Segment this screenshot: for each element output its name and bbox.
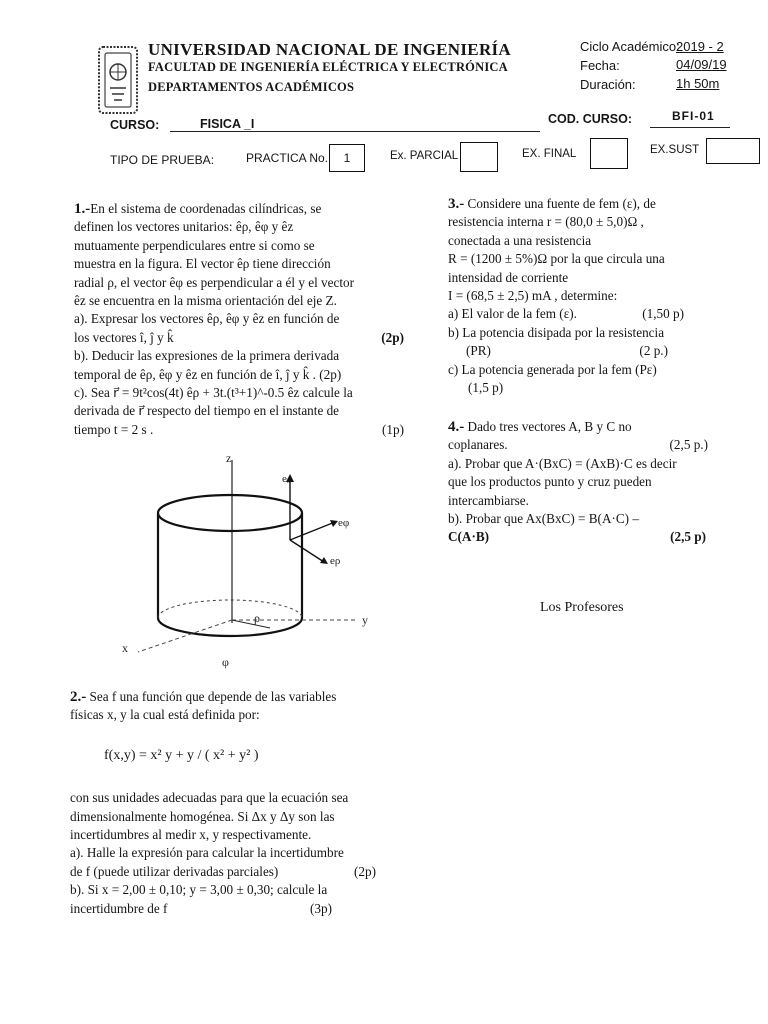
- duration-value: 1h 50m: [676, 76, 720, 91]
- question-2: [70, 688, 404, 918]
- q4-line: intercambiarse.: [448, 492, 529, 508]
- partial-exam-label: Ex. PARCIAL: [390, 150, 459, 162]
- q3-line: (1,5 p): [468, 380, 504, 396]
- university-logo: [96, 44, 140, 116]
- q2-formula: f(x,y) = x² y + y / ( x² + y² ): [104, 747, 259, 763]
- date-value: 04/09/19: [676, 57, 727, 72]
- test-type-label: TIPO DE PRUEBA:: [110, 153, 215, 167]
- q3-line: conectada a una resistencia: [448, 232, 592, 248]
- q3-line: R = (1200 ± 5%)Ω por la que circula una: [448, 251, 665, 267]
- q4-points-b: (2,5 p): [670, 529, 706, 545]
- q3-line: I = (68,5 ± 2,5) mA , determine:: [448, 288, 618, 304]
- q3-line: c) La potencia generada por la fem (Pε): [448, 361, 657, 377]
- q3-number: 3.-: [448, 196, 465, 212]
- q1-number: 1.-: [74, 201, 91, 217]
- department-name: DEPARTAMENTOS ACADÉMICOS: [148, 80, 355, 94]
- q3-line: Considere una fuente de fem (ε), de: [467, 196, 656, 211]
- q1-line: c). Sea r⃗ = 9t²cos(4t) êρ + 3t.(t³+1)^-0.5 êz calcule la: [74, 385, 353, 401]
- practice-number-box: 1: [329, 144, 365, 172]
- course-code-label: COD. CURSO:: [548, 112, 633, 126]
- q1-line: definen los vectores unitarios: êρ, êφ y êz: [74, 219, 294, 235]
- sust-exam-box: [706, 138, 760, 164]
- q1-line: derivada de r⃗ respecto del tiempo en el instante de: [74, 403, 340, 419]
- date-label: Fecha:: [580, 58, 620, 73]
- course-underline: [170, 131, 540, 132]
- label-z: z: [226, 451, 232, 465]
- q3-line: intensidad de corriente: [448, 269, 569, 285]
- q4-points-intro: (2,5 p.): [669, 437, 708, 453]
- q2-line: incertidumbre de f: [70, 900, 168, 916]
- q4-line: Dado tres vectores A, B y C no: [467, 419, 632, 434]
- question-1: [74, 200, 404, 439]
- q1-line: En el sistema de coordenadas cilíndricas, se: [90, 201, 322, 216]
- question-4: [448, 418, 722, 547]
- q2-line: incertidumbres al medir x, y respectivamente.: [70, 827, 312, 843]
- faculty-name: FACULTAD DE INGENIERÍA ELÉCTRICA Y ELECTRÓNICA: [148, 60, 508, 74]
- question-3: [448, 195, 722, 397]
- q2-line: de f (puede utilizar derivadas parciales): [70, 863, 279, 879]
- final-exam-label: EX. FINAL: [522, 148, 577, 160]
- q2-line: dimensionalmente homogénea. Si Δx y Δy son las: [70, 808, 335, 824]
- q1-line: êz se encuentra en la misma orientación del eje Z.: [74, 293, 337, 309]
- course-code-value: BFI-01: [672, 109, 715, 123]
- partial-exam-box: [460, 142, 498, 172]
- q2-line: físicas x, y la cual está definida por:: [70, 707, 260, 723]
- q1-points-c: (1p): [382, 421, 404, 437]
- q4-line: C(A·B): [448, 529, 490, 545]
- label-rho: ρ: [254, 611, 260, 625]
- q1-points-a: (2p): [381, 329, 404, 345]
- q1-line: temporal de êρ, êφ y êz en función de î, ĵ y k̂ . (2p): [74, 366, 342, 382]
- q1-line: los vectores î, ĵ y k̂: [74, 329, 174, 345]
- q1-line: mutuamente perpendiculares entre si como se: [74, 237, 315, 253]
- label-phi: φ: [222, 655, 229, 669]
- q3-line: (PR): [466, 343, 491, 359]
- q4-line: que los productos punto y cruz pueden: [448, 474, 652, 490]
- practice-label: PRACTICA No.: [246, 151, 329, 165]
- cycle-label: Ciclo Académico:: [580, 39, 680, 54]
- sust-exam-label: EX.SUST: [650, 144, 700, 156]
- final-exam-box: [590, 138, 628, 169]
- q4-line: a). Probar que A·(BxC) = (AxB)·C es decir: [448, 455, 677, 471]
- q2-line: a). Halle la expresión para calcular la incertidumbre: [70, 845, 344, 861]
- q2-line: b). Si x = 2,00 ± 0,10; y = 3,00 ± 0,30; calcule la: [70, 882, 328, 898]
- q3-points-a: (1,50 p): [642, 306, 684, 322]
- ephi-vector: [290, 522, 335, 540]
- q4-line: coplanares.: [448, 437, 508, 453]
- q2-points-a: (2p): [354, 863, 376, 879]
- q3-line: b) La potencia disipada por la resistencia: [448, 324, 665, 340]
- label-y: y: [362, 613, 368, 627]
- label-x: x: [122, 641, 128, 655]
- q2-line: con sus unidades adecuadas para que la ecuación sea: [70, 790, 349, 806]
- q3-points-b: (2 p.): [639, 343, 668, 359]
- q1-line: tiempo t = 2 s .: [74, 421, 154, 437]
- erho-vector: [290, 540, 324, 562]
- duration-label: Duración:: [580, 77, 636, 92]
- q2-line: Sea f una función que depende de las variables: [89, 689, 337, 704]
- q1-line: muestra en la figura. El vector êρ tiene dirección: [74, 256, 331, 272]
- q2-number: 2.-: [70, 689, 87, 705]
- q1-line: b). Deducir las expresiones de la primera derivada: [74, 348, 340, 364]
- course-code-underline: [650, 127, 730, 128]
- rho-radius: [232, 620, 270, 628]
- q3-line: a) El valor de la fem (ε).: [448, 306, 577, 322]
- cycle-value: 2019 - 2: [676, 39, 724, 54]
- q3-line: resistencia interna r = (80,0 ± 5,0)Ω ,: [448, 214, 644, 230]
- q2-points-b: (3p): [310, 900, 332, 916]
- professors-signature: Los Profesores: [540, 600, 624, 615]
- course-label: CURSO:: [110, 118, 160, 132]
- label-ez: eₓ: [282, 473, 291, 485]
- course-value: FISICA _I: [200, 117, 255, 131]
- cylinder-top: [158, 495, 302, 531]
- q4-number: 4.-: [448, 419, 465, 435]
- label-ephi: eφ: [338, 517, 350, 529]
- cylinder-figure: [110, 448, 410, 673]
- university-name: UNIVERSIDAD NACIONAL DE INGENIERÍA: [148, 40, 512, 59]
- cylinder-bottom-back: [158, 600, 302, 618]
- q1-line: radial ρ, el vector êφ es perpendicular a él y el vector: [74, 274, 355, 290]
- label-erho: eρ: [330, 555, 341, 567]
- q4-line: b). Probar que Ax(BxC) = B(A·C) –: [448, 511, 639, 527]
- q1-line: a). Expresar los vectores êρ, êφ y êz en función de: [74, 311, 340, 327]
